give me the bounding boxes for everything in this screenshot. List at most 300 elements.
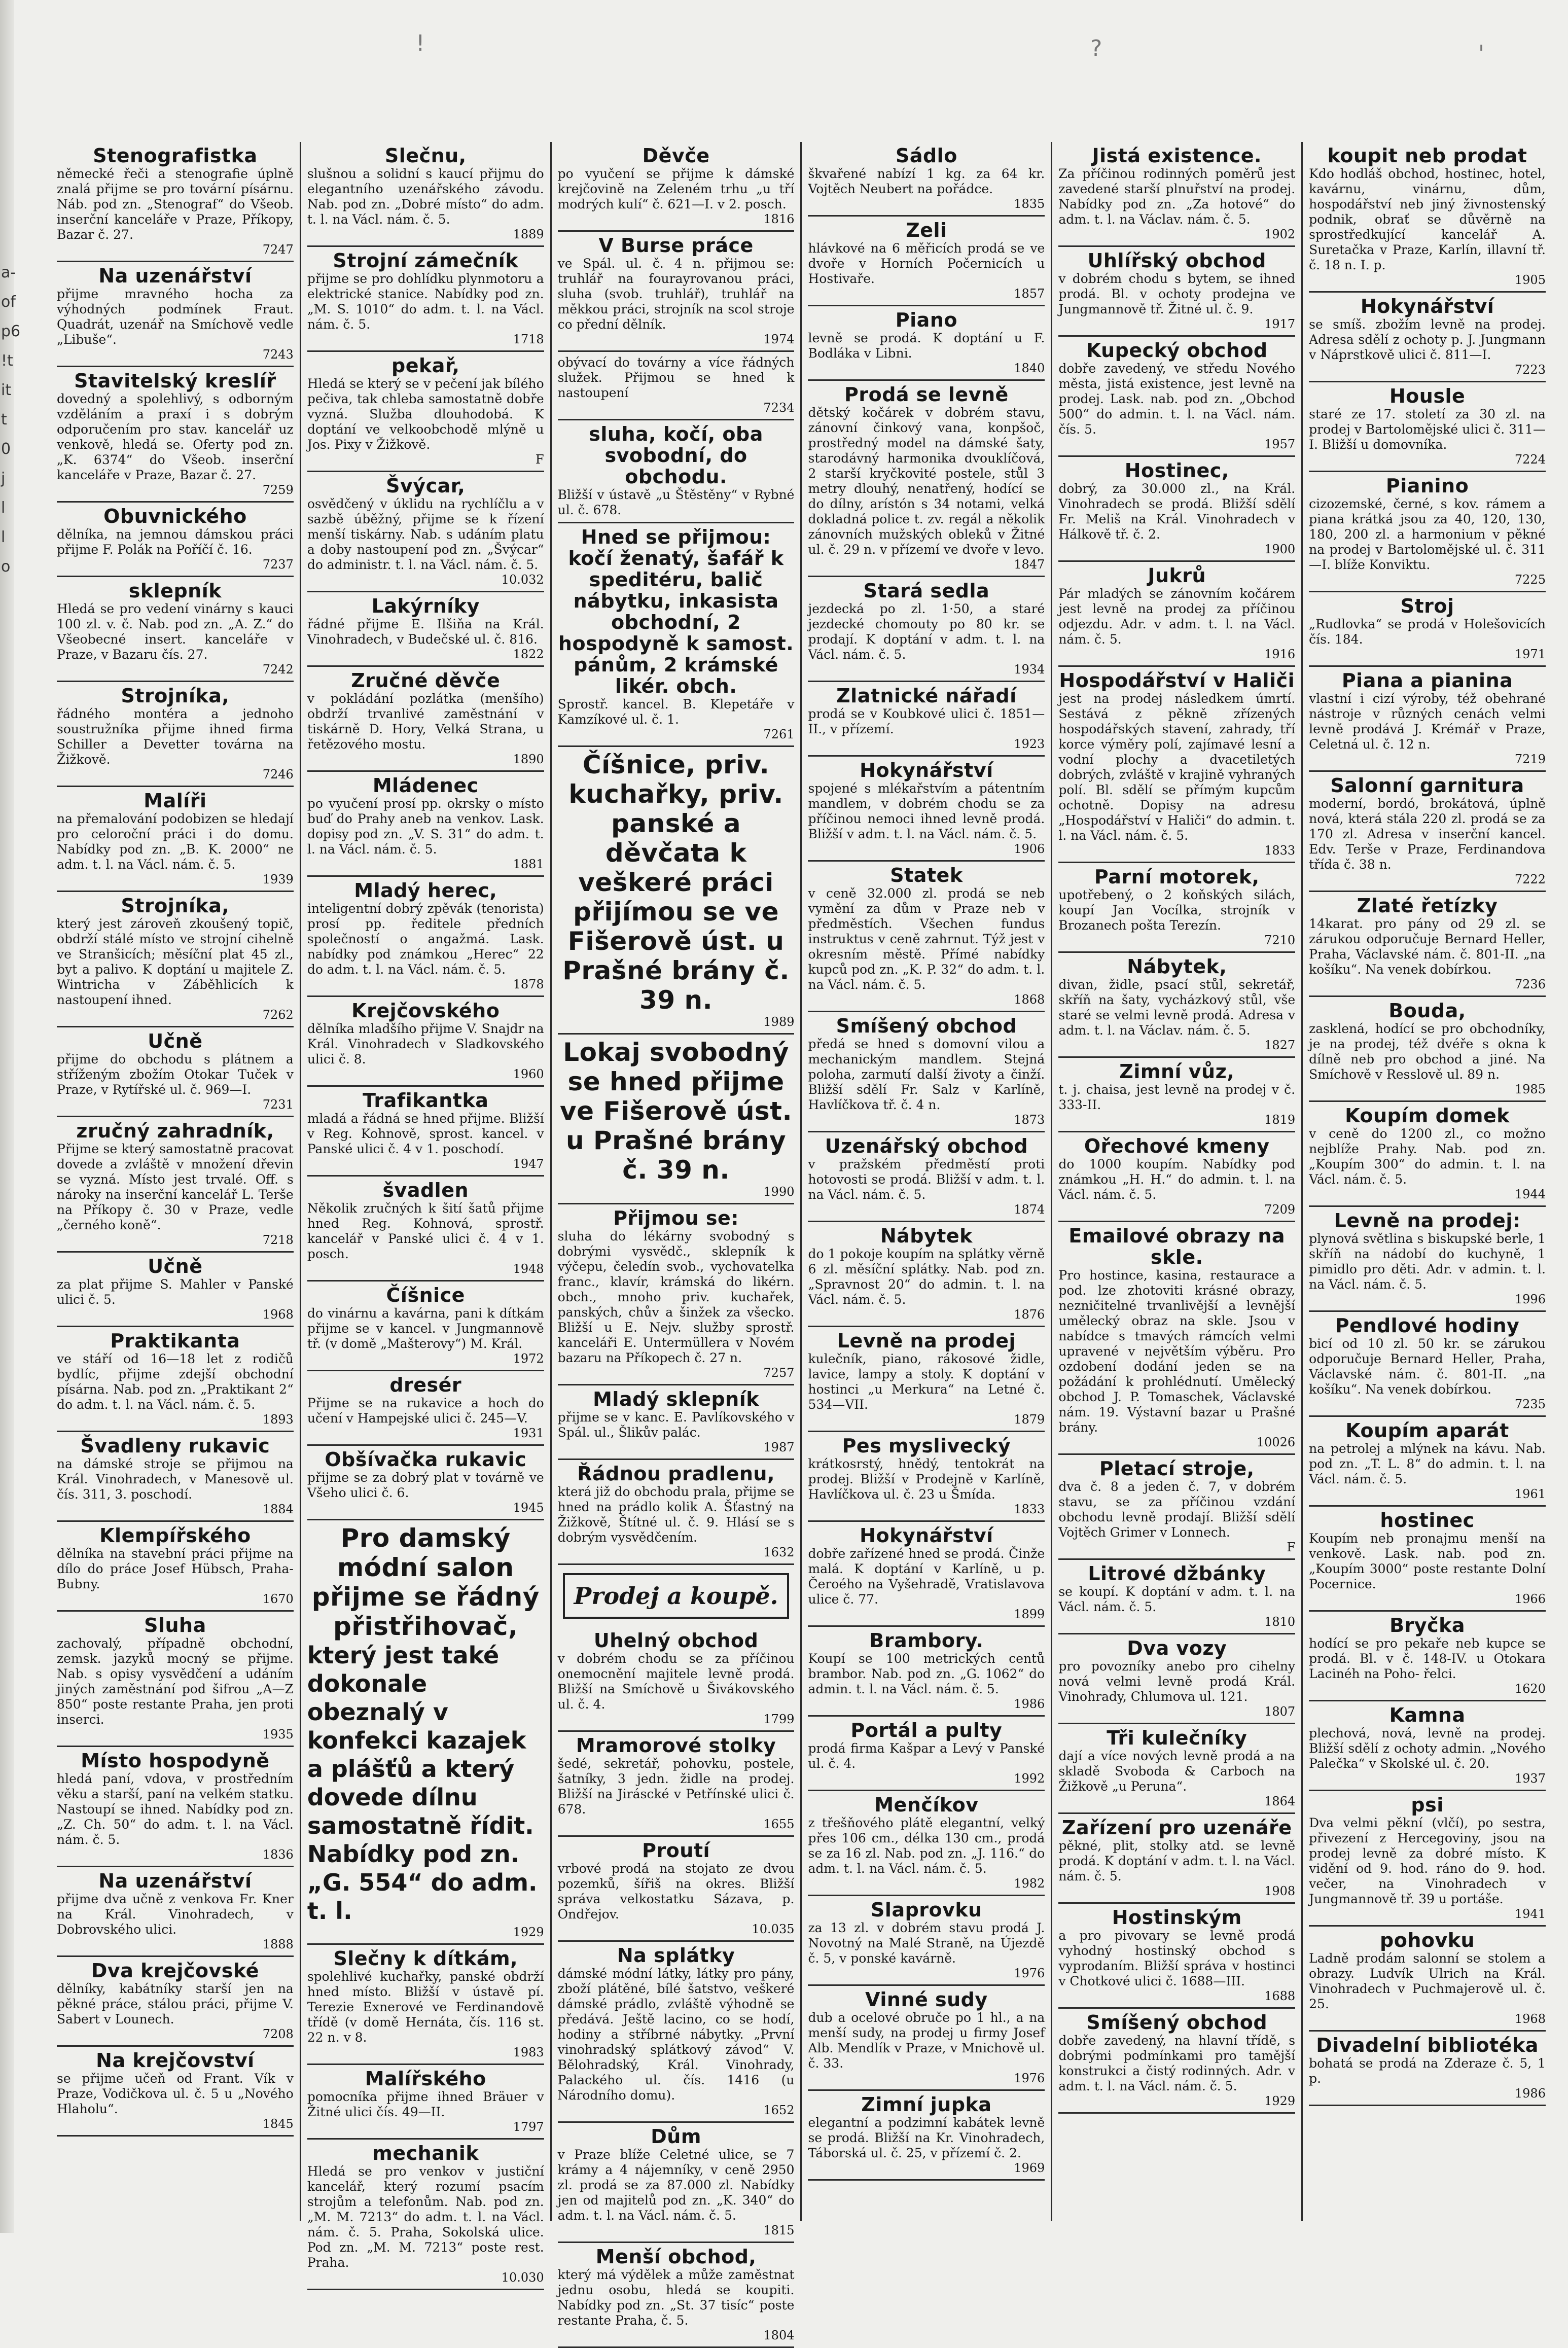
ad-body: Za příčinou rodinných poměrů jest zavedené starší plnuřství na prodej. Nabídky pod zn. „Za hotové“ do adm. t. l. na Václav. nám. č. 5. [1058,166,1296,227]
ad-number: 1935 [262,1727,294,1741]
classified-ad [808,1012,1045,1132]
ad-body: pomocníka přijme ihned Bräuer v Žitné ulici čís. 49—II. [307,2089,544,2119]
ad-heading: Na krejčovství [96,2049,255,2072]
section-heading-box: Prodej a koupě. [563,1573,790,1619]
ad-number: 7223 [1514,363,1546,377]
ad-body: prodá se v Koubkové ulici č. 1851—II., v přízemí. [808,706,1045,736]
ad-heading: Slečny k dítkám, [333,1947,518,1970]
ad-body: hodící se pro pekaře neb kupce se prodá. Bl. v č. 148-IV. u Otokara Lacinéh na Poho- řelci. [1309,1636,1546,1681]
ad-body: Ladně prodám salonní se stolem a obrazy. Ludvík Ulrich na Král. Vinohradech v Puchmajerově ul. č. 25. [1309,1951,1546,2011]
classified-ad [558,1035,795,1204]
ad-body: jezdecká po zl. 1·50, a staré jezdecké chomouty po 80 kr. se prodají. K doptání v adm. t. l. na Václ. nám. č. 5. [808,601,1045,662]
ad-heading: Hokynářství [860,759,993,781]
ad-body: do 1000 koupím. Nabídky pod známkou „H. H.“ do admin. t. l. na Václ. nám. č. 5. [1058,1157,1296,1202]
edge-mark: j [1,470,6,487]
ad-heading: Menší obchod, [595,2246,757,2268]
ad-body: t. j. chaisa, jest levně na prodej v č. 333-II. [1058,1082,1296,1112]
ad-heading: Proutí [642,1839,710,1862]
ad-heading: Malíři [144,790,207,812]
classified-ad [558,420,795,523]
classified-ad [57,682,294,787]
ad-heading: sklepník [128,580,222,602]
classified-ad [1058,247,1295,337]
ad-body: řádné přijme E. Ilšiňa na Král. Vinohradech, v Budečské ul. č. 816. [307,617,544,647]
ad-body: 14karat. pro pány od 29 zl. se zárukou odporučuje Bernard Heller, Praha, Václavské nám. č. 801-II. „na košíku“. Na venek dobírkou. [1309,916,1546,977]
ad-heading: Uhelný obchod [593,1629,759,1652]
ad-body: dělníka na stavební práci přijme na dílo do práce Josef Hübsch, Praha-Bubny. [57,1546,294,1591]
ad-body: dají a více nových levně prodá a na skladě Svoboda & Carboch na Žižkově „u Peruna“. [1058,1749,1296,1794]
classified-ad [57,262,294,367]
ad-heading: Na uzenářství [98,265,252,287]
ad-body: do vinárnu a kavárna, pani k dítkám přijme se v kancel. v Jungmannově tř. (v domě „Mašterovy“) M. Král. [307,1306,544,1351]
ad-body: na dámské stroje se přijmou na Král. Vinohradech, v Manesově ul. čís. 311, 3. poschodí. [57,1456,294,1502]
ad-body: po vyučení se přijme k dámské krejčovině na Zeleném trhu „u tří modrých kulí“ č. 621—I. v 2. posch. [557,166,795,211]
classified-ad [1309,2032,1546,2106]
ad-number: 1976 [1014,1966,1045,1980]
ad-body: který jest také dokonale obeznalý v konfekci kazajek a plášťů a který dovede dílnu samostatně řídit. Nabídky pod zn. „G. 554“ do adm. t. l. [307,1642,538,1925]
edge-mark: !t [1,352,13,370]
ad-number: 1983 [513,2045,544,2059]
classified-ad [307,1177,544,1282]
ad-heading: Nábytek, [1127,955,1227,978]
classified-ad [808,1522,1045,1627]
ad-heading: Piano [895,309,957,331]
ad-heading: Smíšený obchod [1086,2011,1268,2034]
ad-body: Hledá se pro vedení vinárny s kauci 100 zl. v. č. Nab. pod zn. „A. Z.“ do Všeobecné insert. kanceláře v Praze, v Bazaru čís. 27. [57,601,294,662]
ad-number: 7246 [262,767,294,781]
ad-body: Hledá se pro venkov v justiční kancelář, který rozumí psacím strojům a telefonům. Nab. pod zn. „M. M. 7213“ do adm. t. l. na Václ. nám. č. 5. Praha, Sokolská ulice. Pod zn. „M. M. 7213“ poste rest. Praha. [307,2164,544,2270]
ad-heading: V Burse práce [598,234,754,257]
ad-number: 7259 [262,483,294,497]
classified-ad [57,892,294,1027]
ad-heading: Strojní zámečník [333,250,519,272]
ad-heading: Lokaj svobodný se hned přijme ve Fišerově úst. u Prašné brány č. 39 n. [560,1038,793,1185]
classified-ad [1058,2009,1295,2114]
ad-body: v dobrém chodu s bytem, se ihned prodá. Bl. v ochoty prodejna ve Jungmannově tř. Žitné ul. č. 9. [1058,271,1296,316]
ad-body: plynová světlina s biskupské berle, 1 skříň na nádobí do kuchyně, 1 pimidlo pro děti. Adr. v admin. t. l. na Václ. nám. č. 5. [1309,1231,1546,1292]
ad-body: Několik zručných k šití šatů přijme hned Reg. Kohnová, sprostř. kancelář v Panské ulici č. 4 v 1. posch. [307,1201,544,1261]
classified-ad [57,1027,294,1117]
classified-ad [558,1627,795,1732]
ad-heading: Menčíkov [874,1794,979,1816]
ad-body: spolehlivé kuchařky, panské obdrží hned místo. Bližší v ústavě pí. Terezie Exnerové ve Ferdinandově třídě (v domě Hernáta, čís. 116 st. 22 n. v 8. [307,1969,544,2045]
ad-number: 1670 [262,1592,294,1606]
classified-ad [1309,1207,1546,1312]
ad-number: 7234 [763,401,795,415]
ad-number: 1874 [1014,1202,1045,1217]
classified-ad [808,682,1045,757]
ad-body: Hledá se který se v pečení jak bílého pečiva, tak chleba samostatně dobře vyzná. Služba dlouhodobá. K doptání ve velkoobchodě mlýně u Jos. Pixy v Žižkově. [307,376,544,452]
ad-heading: Mladý herec, [354,879,497,902]
ad-heading: Strojníka, [121,895,230,917]
ad-body: Koupí se 100 metrických centů brambor. Nab. pod zn. „G. 1062“ do admin. t. l. na Václ. nám. č. 5. [808,1651,1045,1696]
classified-ad [1309,293,1546,382]
ad-heading: Krejčovského [351,1000,500,1022]
edge-mark: l [1,528,6,546]
classified-ad [1309,1102,1546,1207]
classified-ad [1309,667,1546,772]
ad-heading: hostinec [1380,1509,1475,1532]
ad-body: přijme se za dobrý plat v továrně ve Všeho ulici č. 6. [307,1470,544,1500]
margin-speck: ' [1478,41,1485,66]
classified-ad [57,1867,294,1957]
ad-body: dělníka mladšího přijme V. Snajdr na Král. Vinohradech v Sladkovského ulici č. 8. [307,1021,544,1066]
ad-body: do 1 pokoje koupím na splátky věrně 6 zl. měsíční splátky. Nab. pod zn. „Spravnost 20“ do admin. t. l. na Václ. nám. č. 5. [808,1247,1045,1307]
ad-number: 1960 [513,1067,544,1081]
edge-mark: o [1,558,11,576]
ad-heading: Hned se přijmou: kočí ženatý, šafář k speditéru, balič nábytku, inkasista obchodní, 2 hospodyně k samost. pánům, 2 krámské likér. obch. [558,526,794,697]
ad-number: F [536,452,544,467]
classified-ad [1309,382,1546,472]
ad-heading: Lakýrníky [371,595,480,617]
ad-number: 1917 [1264,317,1296,331]
ad-number: 1815 [763,2223,795,2237]
ad-heading: Slaprovku [871,1899,982,1921]
edge-mark: 0 [1,440,11,458]
ad-heading: Dva krejčovské [91,1960,259,1982]
classified-ad [1309,472,1546,592]
ad-heading: Tři kulečníky [1107,1727,1248,1749]
ad-number: 1873 [1014,1113,1045,1127]
classified-ad [1058,1058,1295,1132]
ad-body: přijme mravného hocha za výhodných podmínek Fraut. Quadrát, uzenář na Smíchově vedle „Libuše“. [57,287,294,347]
ad-heading: Zlatnické nářadí [836,685,1017,707]
ad-body: dobře zavedený, na hlavní třídě, s dobrými podmínkami pro tamější konstrukci a čistý rodinných. Adr. v adm. t. l. na Václ. nám. č. 5. [1058,2033,1296,2093]
ad-number: 1906 [1014,842,1045,856]
ad-heading: Stavitelský kreslíř [74,370,276,392]
ad-number: 1889 [513,227,544,241]
ad-body: Bližší v ústavě „u Štěstěny“ v Rybné ul. č. 678. [557,487,795,517]
ad-number: 1972 [513,1351,544,1366]
ad-heading: Prodá se levně [844,383,1009,406]
ad-number: 10.035 [752,1922,795,1936]
ad-heading: Obuvnického [103,505,247,527]
ad-body: v Praze blíže Celetné ulice, se 7 krámy a 4 nájemníky, v ceně 2950 zl. prodá se za 87.000 zl. Nabídky jen od majitelů pod zn. „K. 340“ do adm. t. l. na Václ. nám. č. 5. [557,2147,795,2223]
ad-number: 7231 [262,1097,294,1112]
ad-number: 1985 [1514,1082,1546,1096]
classified-ad [808,1327,1045,1432]
ad-heading: Jistá existence. [1092,145,1262,167]
classified-ad [1309,997,1546,1102]
ad-heading: Emailové obrazy na skle. [1068,1225,1286,1268]
classified-ad [558,352,795,420]
ad-heading: Švadleny rukavic [80,1435,270,1457]
ad-body: na petrolej a mlýnek na kávu. Nab. pod zn. „T. L. 8“ do admin. t. l. na Václ. nám. č. 5. [1309,1441,1546,1486]
ad-number: 1945 [513,1501,544,1515]
classified-ad [57,1522,294,1612]
classified-ad [57,1747,294,1867]
ad-number: 1835 [1014,197,1045,211]
ad-number: 10.030 [501,2270,544,2285]
edge-mark: it [1,381,12,399]
ad-heading: Divadelní bibliotéka [1316,2034,1539,2056]
classified-ad [307,1446,544,1520]
classified-ad [558,1460,795,1565]
ad-body: staré ze 17. století za 30 zl. na prodej v Bartolomějské ulici č. 311—I. Bližší u domovníka. [1309,407,1546,452]
ad-number: 7209 [1264,1202,1296,1217]
ad-number: 1833 [1014,1502,1045,1516]
ad-heading: Řádnou pradlenu, [577,1463,775,1485]
classified-ad [57,577,294,682]
ad-body: v pražském předměstí proti hotovosti se prodá. Bližší v adm. t. l. na Václ. nám. č. 5. [808,1157,1045,1202]
ad-number: 1948 [513,1262,544,1276]
ad-body: dub a ocelové obruče po 1 hl., a na menší sudy, na prodej u firmy Josef Alb. Mendlík v Praze, v Mnichově ul. č. 33. [808,2010,1045,2071]
ad-body: obývací do továrny a více řádných služek. Přijmou se hned k nastoupení [557,355,795,400]
classified-ad [307,592,544,667]
classified-ad [307,472,544,592]
ad-body: upotřebený, o 2 koňských silách, koupí Jan Vocílka, strojník v Brozanech pošta Terezín. [1058,887,1296,933]
ad-number: 1632 [763,1545,795,1559]
ad-number: 1968 [262,1307,294,1322]
ad-heading: Smíšený obchod [836,1015,1017,1037]
ad-heading: mechanik [372,2142,479,2164]
ad-heading: Na uzenářství [98,1870,252,1892]
ad-heading: Mladý sklepník [593,1388,760,1410]
column-2 [300,142,550,2285]
ad-heading: Litrové džbánky [1088,1562,1266,1585]
ad-heading: Pes myslivecký [842,1435,1011,1457]
ad-number: 1929 [513,1925,544,1939]
ad-heading: Piana a pianina [1341,669,1513,692]
ad-number: 10.032 [501,573,544,587]
classified-ad [1058,1455,1295,1560]
ad-body: přijme do obchodu s plátnem a stříženým zbožím Otokar Tuček v Praze, v Rytířské ul. č. 969—I. [57,1052,294,1097]
classified-ad [808,1627,1045,1717]
ad-body: sluha do lékárny svobodný s dobrými vysvědč., sklepník k výčepu, čeledín svob., vychovatelka franc., klavír, krámská do likérn. obch., mnoho priv. kuchařek, panských, chův a šinžek za všecko. Bližší u E. Nejv. služby sprostř. kanceláři E. Untermüllera v Novém bazaru na Příkopech č. 27 n. [557,1229,795,1365]
classified-ad [57,1432,294,1522]
classified-ad [808,757,1045,862]
classified-ad [558,1385,795,1460]
ad-number: 7243 [262,347,294,362]
ad-body: bohatá se prodá na Zderaze č. 5, 1 p. [1309,2056,1546,2086]
ad-number: 1900 [1264,542,1296,556]
ad-number: 1827 [1264,1038,1296,1052]
classified-ad [57,367,294,503]
classified-ad [307,997,544,1087]
ad-heading: Parní motorek, [1094,866,1260,888]
ad-heading: Místo hospodyně [81,1750,270,1772]
ad-number: 7210 [1264,933,1296,947]
classified-ad [307,2065,544,2140]
classified-columns [51,142,1552,2342]
ad-number: 7242 [262,662,294,677]
ad-number: 1799 [763,1712,795,1726]
ad-body: dobře zavedený, ve středu Nového města, jistá existence, jest levně na prodej. Lask. nab. pod zn. „Obchod 500“ do admin. t. l. na Václ. nám. čís. 5. [1058,361,1296,437]
classified-ad [1309,1312,1546,1417]
ad-heading: Nábytek [880,1225,973,1247]
ad-number: 7262 [262,1008,294,1022]
ad-body: ve Spál. ul. č. 4 n. přijmou se: truhlář na fourayrovanou práci, sluha (svob. truhlář), truhlář na měkkou práci, strojník na scol stroje co přední dělník. [557,256,795,332]
ad-heading: Kamna [1389,1704,1466,1726]
classified-ad [808,217,1045,306]
classified-ad [1058,337,1295,457]
ad-number: 1833 [1264,843,1296,858]
ad-heading: psi [1411,1794,1444,1816]
ad-number: 1620 [1514,1682,1546,1696]
ad-heading: Housle [1389,385,1466,407]
classified-ad [57,2047,294,2137]
classified-ad [307,1945,544,2065]
ad-heading: Jukrů [1148,564,1206,587]
classified-ad [1309,142,1546,293]
ad-body: zachovalý, případně obchodní, zemsk. jazyků mocný se přijme. Nab. s opisy vysvědčení a udáním jiných zaměstnání pod šifrou „A—Z 850“ poste restante Praha, jen proti inserci. [57,1636,294,1727]
ad-number: 1857 [1014,287,1045,301]
ad-heading: Praktikanta [110,1330,240,1352]
edge-mark: a- [1,264,16,281]
ad-heading: Salonní garnitura [1330,774,1524,797]
classified-ad [808,1986,1045,2091]
ad-body: za plat přijme S. Mahler v Panské ulici č. 5. [57,1277,294,1307]
ad-number: 1916 [1264,647,1296,661]
ad-heading: Vinné sudy [865,1988,988,2011]
ad-body: škvařené nabízí 1 kg. za 64 kr. Vojtěch Neubert na pořádce. [808,166,1045,196]
ad-body: Sprostř. kancel. B. Klepetáře v Kamzíkové ul. č. 1. [557,697,795,727]
classified-ad [57,787,294,892]
ad-body: z třešňového plátě elegantní, velký přes 106 cm., délka 130 cm., prodá se za 16 zl. Nab. pod zn. „J. 116.“ do adm. t. l. na Václ. nám. č. 5. [808,1816,1045,1876]
classified-ad [307,142,544,247]
ad-body: dělníky, kabátníky starší jen na pěkné práce, stálou práci, přijme V. Sabert v Lounech. [57,1981,294,2026]
ad-body: na přemalování podobizen se hledají pro celoroční práci i do domu. Nabídky pod zn. „B. K. 2000“ ne adm. t. l. na Václ. nám. č. 5. [57,811,294,872]
ad-number: 1655 [763,1817,795,1831]
classified-ad [1058,1814,1295,1904]
ad-number: 1941 [1514,1907,1546,1921]
ad-body: za 13 zl. v dobrém stavu prodá J. Novotný na Malé Straně, na Újezdě č. 5, v ponské kavárně. [808,1920,1045,1966]
classified-ad [307,772,544,877]
ad-number: 1947 [513,1157,544,1171]
ad-heading: Klempířského [99,1524,251,1547]
ad-heading: Levně na prodej: [1334,1209,1521,1232]
ad-number: 1899 [1014,1607,1045,1621]
ad-body: kulečník, piano, rákosové židle, lavice, lampy a stoly. K doptání v hostinci „u Merkura“ na Letné č. 534—VII. [808,1351,1045,1412]
classified-ad [558,232,795,352]
ad-number: 1929 [1264,2094,1296,2108]
classified-ad [307,1087,544,1177]
ad-number: 1966 [1514,1592,1546,1606]
classified-ad [307,1520,544,1945]
ad-number: 1989 [763,1015,795,1029]
ad-heading: Strojníka, [121,685,230,707]
ad-body: přijme se v kanc. E. Pavlíkovského v Spál. ul., Šlikův palác. [557,1410,795,1440]
classified-ad [1058,1560,1295,1634]
classified-ad [1309,1612,1546,1701]
ad-body: bicí od 10 zl. 50 kr. se zárukou odporučuje Bernard Heller, Praha, Václavské nám. č. 801-II. „na košíku“. Na venek dobírkou. [1309,1336,1546,1397]
ad-number: 1810 [1264,1615,1296,1629]
ad-body: dva č. 8 a jeden č. 7, v dobrém stavu, se za příčinou vzdání obchodu levně prodají. Bližší sdělí Vojtěch Grimer v Lonnech. [1058,1479,1296,1540]
ad-heading: koupit neb prodat [1327,145,1527,167]
classified-ad [1058,142,1295,247]
ad-number: 7236 [1514,977,1546,991]
ad-number: 1879 [1014,1412,1045,1427]
ad-body: krátkosrstý, hnědý, tentokrát na prodej. Bližší v Prodejně v Karlíně, Havlíčkova ul. č. 23 u Šmída. [808,1456,1045,1502]
classified-ad [1058,1132,1295,1222]
ad-heading: Hostinec, [1124,459,1229,482]
ad-number: 1884 [262,1502,294,1516]
classified-ad [808,1717,1045,1791]
classified-ad [1058,1904,1295,2009]
classified-ad [1058,667,1295,863]
ad-heading: Pro damský módní salon přijme se řádný přistřihovač, [311,1523,540,1641]
ad-body: divan, židle, psací stůl, sekretář, skříň na šaty, vycházkový stůl, vše staré se velmi levně prodá. Adresa v adm. t. l. na Václav. nám. č. 5. [1058,977,1296,1038]
ad-heading: Švýcar, [386,475,466,497]
classified-ad [307,667,544,772]
ad-heading: Přijmou se: [613,1207,739,1229]
classified-ad [1058,457,1295,562]
column-4 [800,142,1051,2221]
ad-heading: Zlaté řetízky [1357,895,1498,917]
ad-heading: Statek [890,864,963,886]
ad-body: řádného montéra a jednoho soustružníka přijme ihned firma Schiller a Devetter továrna na Žižkově. [57,706,294,767]
ad-number: 1876 [1014,1307,1045,1322]
ad-number: 1957 [1264,437,1296,451]
ad-heading: Děvče [642,145,710,167]
classified-ad [808,862,1045,1012]
ad-heading: Číšnice, priv. kuchařky, priv. panské a děvčata k veškeré práci přijímou se ve Fišerově úst. u Prašné brány č. 39 n. [562,750,790,1015]
ad-number: 1934 [1014,662,1045,677]
ad-body: předá se hned s domovní vilou a mechanickým mandlem. Stejná poloha, zarmutí další životy a činží. Bližší sdělí Fr. Salz v Karlíně, Havlíčkova tř. č. 4 n. [808,1037,1045,1112]
ad-body: Pro hostince, kasina, restaurace a pod. lze zhotoviti krásné obrazy, nezničitelné trvanlivější a levnější umělecký obraz na skle. Jsou v nabídce s tmavých rámcích velmi upravené v největším výběru. Pro ozdobení dodání jeden se na požádání k prohlédnutí. Umělecký obchod J. P. Tomaschek, Václavské nám. 19. Výstavní bazar u Prašné brány. [1058,1268,1296,1435]
ad-body: se přijme učeň od Frant. Vík v Praze, Vodičkova ul. č. 5 u „Nového Hlaholu“. [57,2071,294,2116]
ad-body: německé řeči a stenografie úplně znalá přijme se pro tovární písárnu. Náb. pod zn. „Stenograf“ do Všeob. inserční kanceláře v Praze, Příkopy, Bazar č. 27. [57,166,294,242]
classified-ad [307,877,544,997]
ad-heading: Stará sedla [863,580,990,602]
ad-number: 1923 [1014,737,1045,751]
ad-number: 1864 [1264,1794,1296,1808]
classified-ad [307,247,544,352]
classified-ad [1309,772,1546,892]
ad-heading: Levně na prodej [837,1330,1016,1352]
ad-number: 1992 [1014,1771,1045,1786]
ad-heading: Bryčka [1389,1614,1466,1637]
ad-body: pro povozníky anebo pro cihelny nová velmi levně prodá Král. Vinohrady, Chlumova ul. 121. [1058,1659,1296,1704]
ad-number: 1819 [1264,1113,1296,1127]
ad-body: v ceně 32.000 zl. prodá se neb vymění za dům v Praze neb v předměstích. Všechen fundus instruktus v ceně zahrnut. Týž jest v okresním městě. Přímé nabídky kupců pod zn. „K. P. 32“ do adm. t. l. na Václ. nám. č. 5. [808,886,1045,992]
classified-ad [808,142,1045,217]
ad-heading: Mládenec [372,774,479,797]
ad-body: se smíš. zbožím levně na prodej. Adresa sdělí z ochoty p. J. Jungmann v Náprstkově ulici č. 811—I. [1309,317,1546,362]
classified-ad [808,1132,1045,1222]
ad-heading: Hokynářství [860,1524,993,1547]
ad-number: 1987 [763,1440,795,1454]
ad-heading: Trafikantka [363,1089,489,1112]
ad-heading: Koupím aparát [1345,1419,1509,1442]
ad-body: dovedný a spolehlivý, s odborným vzděláním a praxí i s dobrým odporučením pro stav. kancelář uz venkově, hledá se. Oferty pod zn. „K. 6374“ do Všeob. inserční kanceláře v Praze, Bazar č. 27. [57,392,294,482]
classified-ad [57,142,294,262]
ad-heading: Hospodářství v Haliči [1059,669,1295,692]
ad-heading: Obšívačka rukavic [325,1448,527,1471]
ad-heading: Koupím domek [1345,1105,1510,1127]
classified-ad [558,1942,795,2123]
classified-ad [307,1282,544,1371]
ad-number: 1982 [1014,1876,1045,1891]
classified-ad [1309,1417,1546,1507]
classified-ad [558,2123,795,2243]
ad-heading: Bouda, [1388,1000,1466,1022]
classified-ad [808,1896,1045,1986]
ad-number: 1822 [513,647,544,661]
classified-ad [307,352,544,472]
classified-ad [1058,863,1295,953]
ad-body: který má výdělek a může zaměstnat jednu osobu, hledá se koupiti. Nabídky pod zn. „St. 37 tisíc“ poste restante Praha, č. 5. [557,2267,795,2328]
classified-ad [808,1222,1045,1327]
ad-number: 1847 [1014,557,1045,572]
margin-speck: ? [1090,35,1102,61]
ad-body: vlastní i cizí výroby, též obehrané nástroje v různých cenách velmi levně prodává J. Krémář v Praze, Celetná ul. č. 12 n. [1309,691,1546,752]
ad-body: která již do obchodu prala, přijme se hned na prádlo kolik A. Šťastný na Žižkově, Štítné ul. č. 9. Hlásí se s dobrým vysvědčením. [557,1484,795,1545]
ad-heading: Hokynářství [1360,295,1494,317]
ad-number: 1868 [1014,992,1045,1007]
classified-ad [808,1791,1045,1896]
ad-heading: Učně [148,1030,203,1052]
